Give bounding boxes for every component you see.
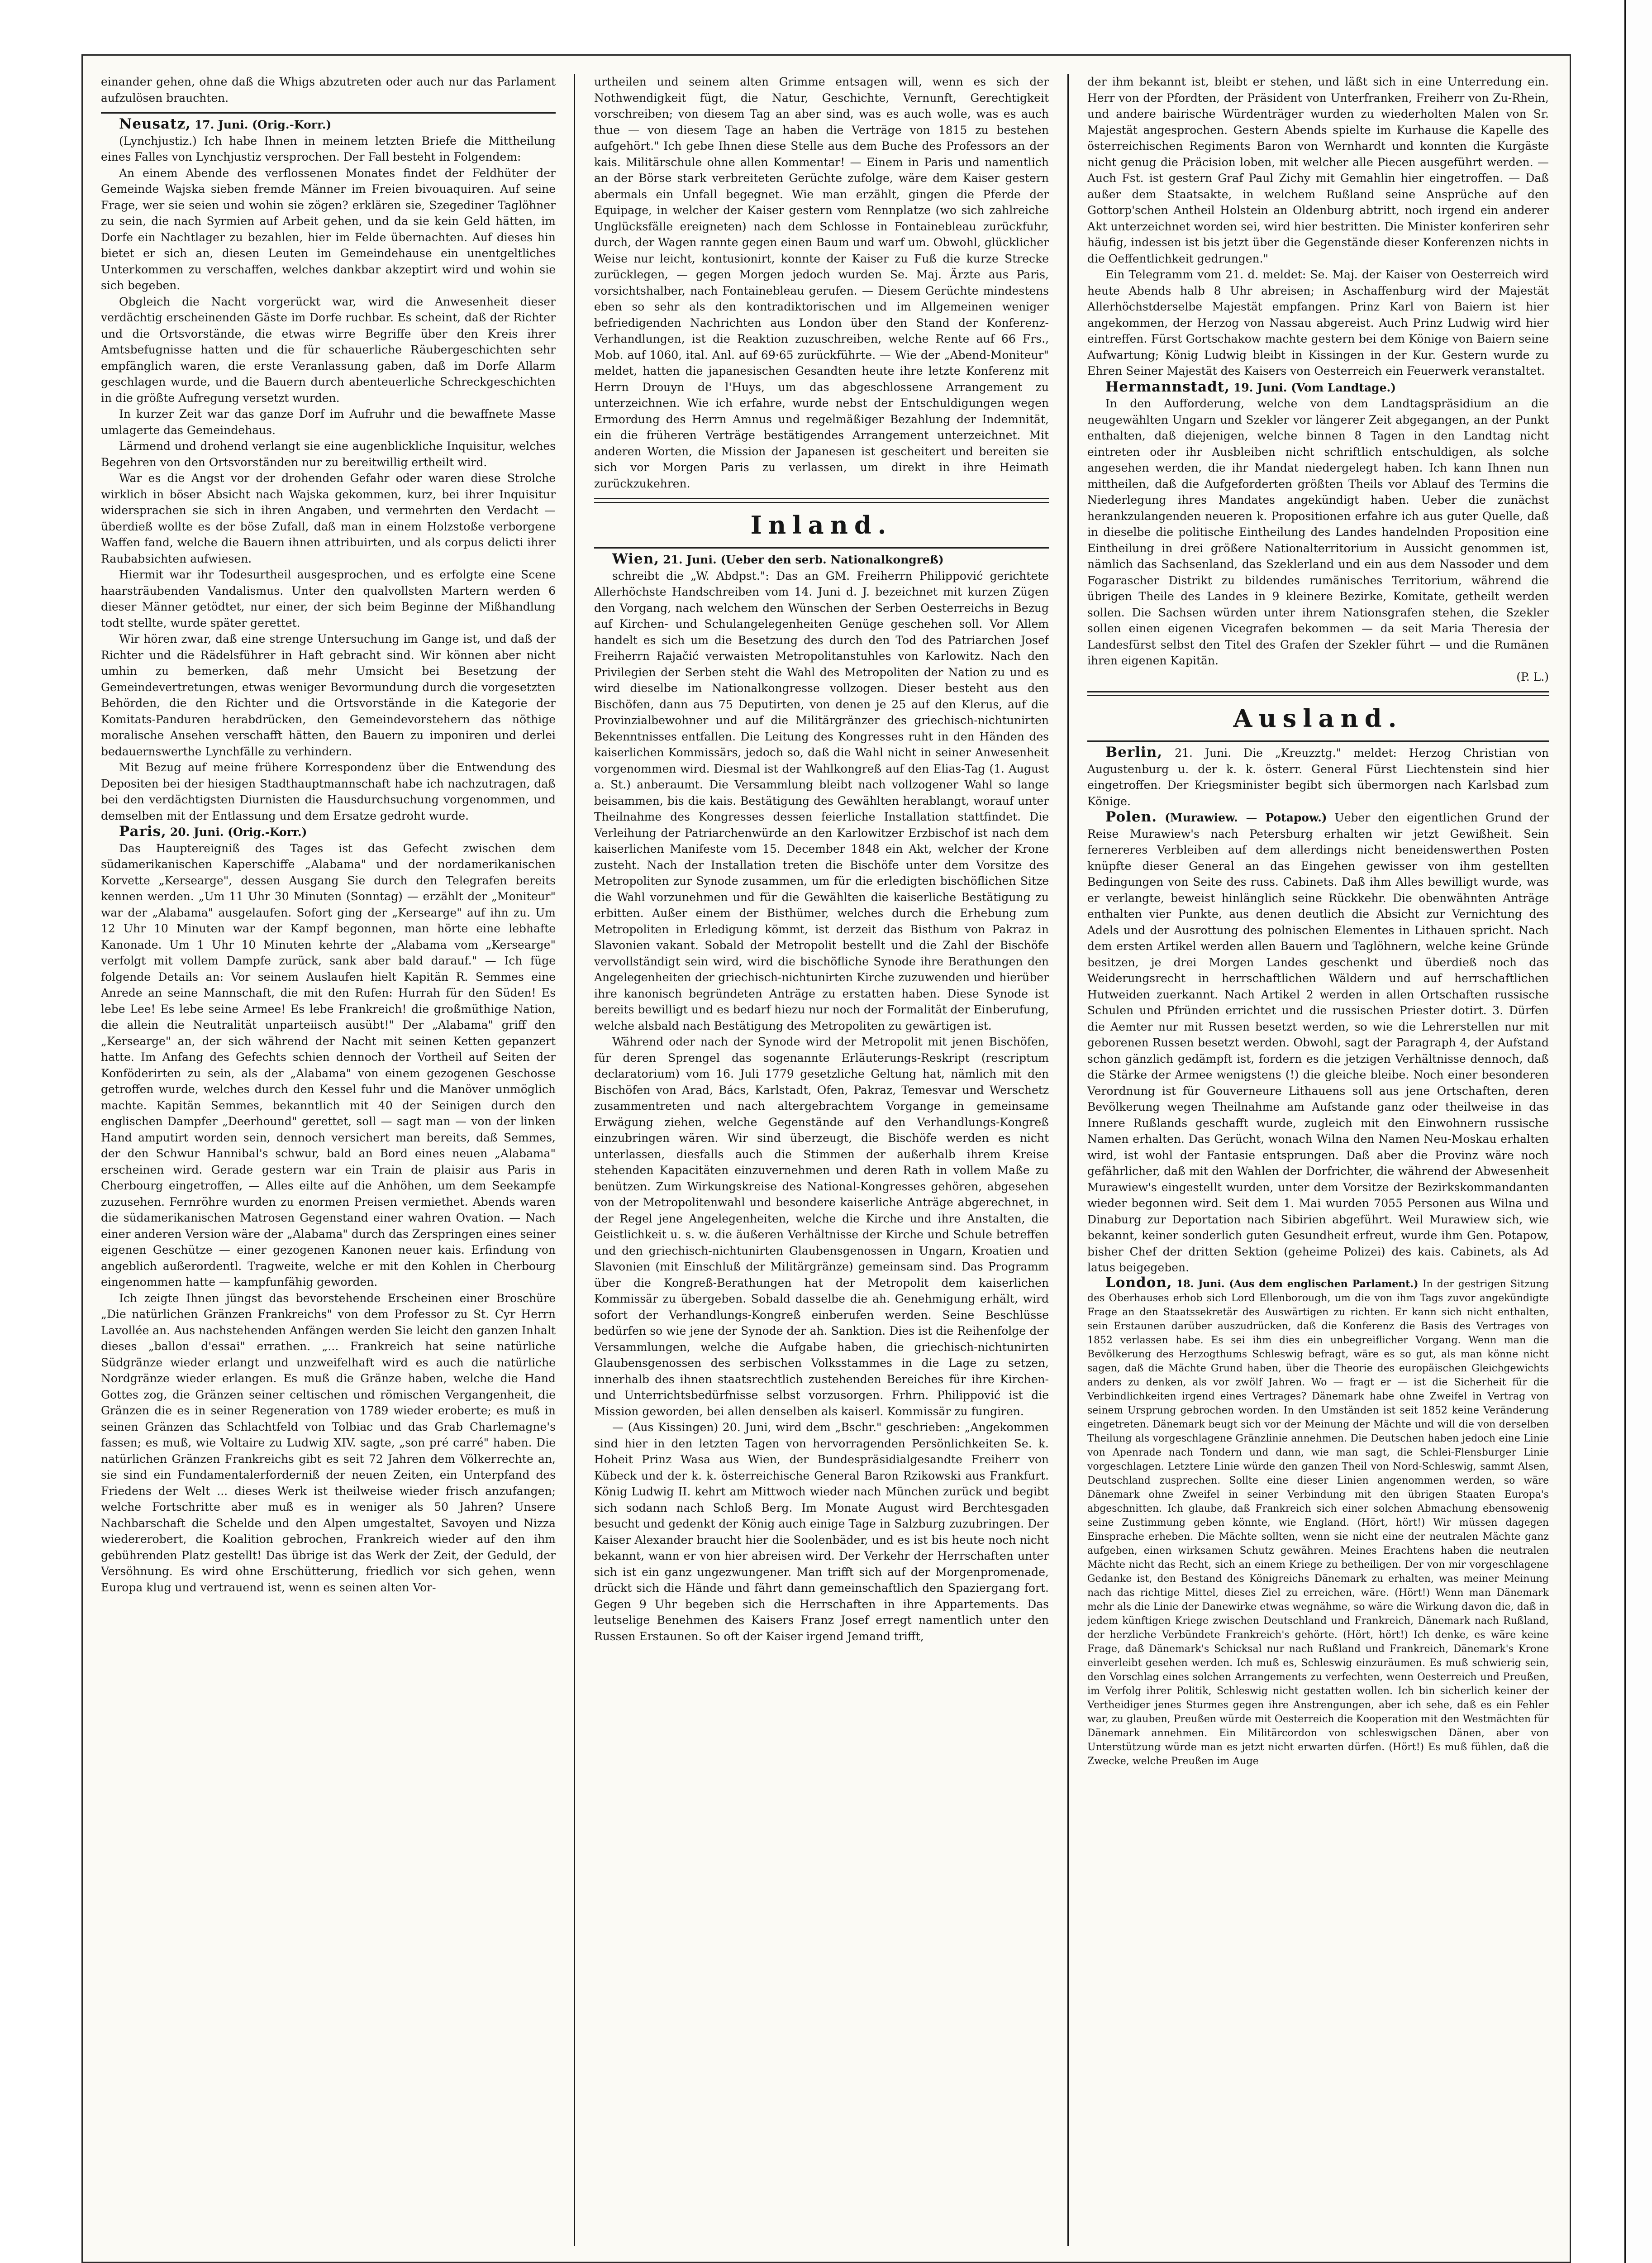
paragraph: Während oder nach der Synode wird der Metropolit mit jenen Bischöfen, für deren Sprengel das sogenannte Erläuterungs-Reskript (rescriptum declaratorium) vom 16. Juli 1779 gesetzliche Geltung hat, nämlich mit den Bischöfen von Arad, Bács, Karlstadt, Ofen, Pakraz, Temesvar und Werschetz zusammentreten und nach altergebrachtem Vorgange in gemeinsame Erwägung ziehen, welche Gegenstände auf den Verhandlungs-Kongreß einzubringen wären. Wir sind überzeugt, die Bischöfe werden es nicht unterlassen, diesfalls auch die Stimmen der außerhalb ihrem Kreise stehenden Kapacitäten einzuvernehmen und deren Rath in vollem Maße zu benützen. Zum Wirkungskreise des National-Kongresses gehören, abgesehen von der Metropolitenwahl und besondere kaiserliche Anträge abgerechnet, in der Regel jene Angelegenheiten, welche die Kirche und ihre Anstalten, die Geistlichkeit u. s. w. die äußeren Verhältnisse der Kirche und Schule betreffen und den griechisch-nichtunirten Glaubensgenossen in Ungarn, Kroatien und Slavonien (mit Einschluß der Militärgränze) gemeinsam sind. Das Programm über die Kongreß-Berathungen hat der Metropolit dem kaiserlichen Kommissär zu übergeben. Sobald dasselbe die ah. Genehmigung erhält, wird sofort der Verhandlungs-Kongreß einberufen werden. Seine Beschlüsse bedürfen so wie jene der Synode der ah. Sanktion. Dies ist die Reihenfolge der Versammlungen, welche die Aufgabe haben, die griechisch-nichtunirten Glaubensgenossen des serbischen Volksstammes in die Lage zu setzen, innerhalb des ihnen staatsrechtlich zustehenden Bereiches für ihre Kirchen- und Unterrichtsbedürfnisse selbst vorzusorgen. Frhrn. Philippović ist die Mission geworden, bei allen denselben als kaiserl. Kommissär zu fungiren. (594, 1035, 1049, 1418)
column-3 (1087, 74, 1549, 2246)
paragraph: War es die Angst vor der drohenden Gefahr oder waren diese Strolche wirklich in böser Absicht nach Wajska gekommen, kurz, bei ihrer Inquisitur widersprachen sie sich in ihren Angaben, und vermehrten den Verdacht — überdieß wollte es der böse Zufall, daß man in einem Holzstoße verborgene Waffen fand, welche die Bauern ihnen attribuirten, und als corpus delicti ihrer Raubabsichten aufwiesen. (101, 472, 556, 565)
divider (1087, 740, 1549, 742)
column-rule (1067, 74, 1069, 2246)
page-edge (1624, 0, 1652, 2263)
paragraph: Obgleich die Nacht vorgerückt war, wird die Anwesenheit dieser verdächtig erscheinenden Gäste im Dorfe ruchbar. Es scheint, daß der Richter und die Ortsvorstände, die etwas wirre Begriffe über den Kreis ihrer Amtsbefugnisse hatten und die für schauerliche Räubergeschichten sehr empfänglich waren, die erste Veranlassung gaben, daß im Dorfe Allarm geschlagen wurde, und die Bauern durch abenteuerliche Schreckgeschichten in die größte Aufregung versetzt wurden. (101, 295, 556, 405)
paragraph: Das Hauptereigniß des Tages ist das Gefecht zwischen dem südamerikanischen Kaperschiffe „Alabama" und der nordamerikanischen Korvette „Kersearge", dessen Ausgang Sie durch den Telegrafen bereits kennen werden. „Um 11 Uhr 30 Minuten (Sonntag) — erzählt der „Moniteur" war der „Alabama" ausgelaufen. Sofort ging der „Kersearge" auf ihn zu. Um 12 Uhr 10 Minuten war der Kampf begonnen, man hörte eine lebhafte Kanonade. Um 1 Uhr 10 Minuten kehrte der „Alabama vom „Kersearge" verfolgt mit vollem Dampfe zurück, sank aber bald darauf." — Ich füge folgende Details an: Vor seinem Auslaufen hielt Kapitän R. Semmes eine Anrede an seine Mannschaft, die mit den Rufen: Hurrah für den Süden! Es lebe Lee! Es lebe seine Armee! Es lebe Frankreich! die großmüthige Nation, die allein die Neutralität unparteiisch ausübt!" Der „Alabama" griff den „Kersearge" an, der sich während der Nacht mit seinen Ketten gepanzert hatte. Im Anfang des Gefechts schien dennoch der Vortheil auf Seiten der Konföderirten zu sein, als der „Alabama" von einem gezogenen Geschosse getroffen wurde, welches durch den Kessel fuhr und die Manöver unmöglich machte. Kapitän Semmes, bekanntlich mit 40 der Seinigen durch den englischen Dampfer „Deerhound" gerettet, soll — sagt man — von der linken Hand amputirt worden sein, dennoch versichert man bereits, daß Semmes, der den Schwur Hannibal's schwur, bald an Bord eines neuen „Alabama" erscheinen wird. Gerade gestern war ein Train de plaisir aus Paris in Cherbourg eingetroffen, — Alles eilte auf die Anhöhen, um dem Seekampfe zuzusehen. Fernröhre wurden zu enormen Preisen vermiethet. Abends waren die südamerikanischen Matrosen Gegenstand einer wahren Ovation. — Nach einer anderen Version wäre der „Alabama" durch das Zerspringen eines seiner eigenen Geschütze — einer gezogenen Kanonen neuer kais. Erfindung von angeblich außerordentl. Tragweite, welche er mit den Kohlen in Cherbourg eingenommen hatte — kampfunfähig geworden. (101, 841, 556, 1289)
dateline-date: 21. Juni. (Ueber den serb. Nationalkongreß) (663, 553, 944, 566)
divider (594, 498, 1049, 503)
dateline-date: 17. Juni. (Orig.-Korr.) (194, 118, 332, 131)
divider (1087, 691, 1549, 696)
article-wien-heading (594, 551, 1049, 568)
paragraph: schreibt die „W. Abdpst.": Das an GM. Freiherrn Philippović gerichtete Allerhöchste Handschreiben vom 14. Juni d. J. bezeichnet mit kurzen Zügen den Vorgang, nach welchem den Wünschen der Serben Oesterreichs in Bezug auf Kirchen- und Schulangelegenheiten Genüge geschehen soll. Vor Allem handelt es sich um die Besetzung des durch den Tod des Patriarchen Josef Freiherrn Rajačić verwaisten Metropolitanstuhles von Karlowitz. Nach den Privilegien der Serben steht die Wahl des Metropoliten der Nation zu und es wird dieselbe im Nationalkongresse vollzogen. Dieser besteht aus den Bischöfen, dann aus 75 Deputirten, von denen je 25 auf den Klerus, auf die Provinzialbewohner und auf die Militärgränzer des griechisch-nichtunirten Bekenntnisses entfallen. Die Leitung des Kongresses ruht in den Händen des kaiserlichen Kommissärs, jedoch so, daß die Wahl nicht in seiner Anwesenheit vorgenommen wird. Diesmal ist der Wahlkongreß auf den Elias-Tag (1. August a. St.) anberaumt. Die Versammlung bleibt nach vollzogener Wahl so lange beisammen, bis die kais. Bestätigung des Gewählten herablangt, worauf unter Theilnahme des Kongresses dessen feierliche Installation stattfindet. Die Verleihung der Patriarchenwürde an den Karlowitzer Erzbischof ist nach dem kaiserlichen Manifeste vom 15. December 1848 ein Akt, welcher der Krone zusteht. Nach der Installation treten die Bischöfe unter dem Vorsitze des Metropoliten zur Synode zusammen, um für die erledigten bischöflichen Sitze die Wahl vorzunehmen und für die Gewählten die kaiserliche Bestätigung zu erbitten. Außer einem der Bisthümer, welches durch die Erhebung zum Metropoliten in Erledigung kömmt, ist derzeit das Bisthum von Pakraz in Slavonien vakant. Sobald der Metropolit bestellt und die Zahl der Bischöfe vervollständigt sein wird, wird die bischöfliche Synode ihre Berathungen den Angelegenheiten der griechisch-nichtunirten Kirche zuzuwenden und hierüber ihre kanonisch begründeten Anträge zu erstatten haben. Diese Synode ist bereits bewilligt und es bedarf hiezu nur noch der Formalität der Einberufung, welche alsbald nach Bestätigung des Metropoliten zu gewärtigen ist. (594, 569, 1049, 1032)
dateline-date: 19. Juni. (Vom Landtage.) (1233, 381, 1396, 394)
paragraph: der ihm bekannt ist, bleibt er stehen, und läßt sich in eine Unterredung ein. Herr von der Pfordten, der Präsident von Unterfranken, Freiherr von Zu-Rhein, und andere bairische Würdenträger wurden zu wiederholten Malen von Sr. Majestät angesprochen. Gestern Abends spielte im Kurhause die Kapelle des österreichischen Regiments Baron von Wernhardt und konnten die Kurgäste nicht genug die Präcision loben, mit welcher alle Piecen ausgeführt werden. — Auch Fst. ist gestern Graf Paul Zichy mit Gemahlin hier eingetroffen. — Daß außer dem Staatsakte, in welchem Rußland seine Ansprüche auf den Gottorp'schen Antheil Holstein an Oldenburg abtritt, noch irgend ein anderer Akt unterzeichnet worden sei, wird hier bestritten. Die Minister konferiren sehr häufig, indessen ist bis jetzt über die Gegenstände dieser Konferenzen nichts in die Oeffentlichkeit gedrungen." (1087, 75, 1549, 265)
article-neusatz-heading (101, 116, 556, 133)
paragraph: Lärmend und drohend verlangt sie eine augenblickliche Inquisitur, welches Begehren von den Ortsvorständen nur zu bereitwillig ertheilt wird. (101, 439, 556, 469)
article-polen (1087, 809, 1549, 1276)
paragraph-text: In der gestrigen Sitzung des Oberhauses erhob sich Lord Ellenborough, um die von ihm Tags zuvor angekündigte Frage an den Staatssekretär des Auswärtigen zu richten. Er kann sich nicht enthalten, sein Erstaunen darüber auszudrücken, daß die Konferenz die Basis des Vertrages von 1852 verlassen habe. Es sei ihm dies ein unbegreiflicher Vorgang. Wenn man die Bevölkerung des Herzogthums Schleswig befragt, wäre es so gut, als man könne nicht sagen, daß die Mächte Grund haben, über die Theorie des europäischen Gleichgewichts anders zu denken, als vor zwölf Jahren. Wo — fragt er — ist die Sicherheit für die Verbindlichkeiten irgend eines Vertrages? Dänemark habe ohne Zweifel in Vertrag von seinem Ursprung gebrochen worden. In den Umständen ist seit 1852 keine Veränderung eingetreten. Dänemark beugt sich vor der Meinung der Mächte und will die von derselben Theilung als vorgeschlagene Gränzlinie annehmen. Die Deutschen haben jedoch eine Linie von Apenrade nach Tondern und dann, wie man sagt, die Schlei-Flensburger Linie vorgeschlagen. Letztere Linie würde den ganzen Theil von Nord-Schleswig, sammt Alsen, Deutschland zusprechen. Sollte eine dieser Linien angenommen werden, so wäre Dänemark ohne Zweifel in seiner Verbindung mit den übrigen Staaten Europa's abgeschnitten. Ich glaube, daß Frankreich sich einer solchen Abmachung ebensowenig seine Zustimmung geben könnte, wie England. (Hört, hört!) Wir müssen dagegen Einsprache erheben. Die Mächte sollten, wenn sie nicht eine der neutralen Mächte ganz aufgeben, einen wirksamen Schutz gewähren. Meines Erachtens haben die neutralen Mächte nicht das Recht, sich an einem Kriege zu betheiligen. Der von mir vorgeschlagene Gedanke ist, den Bestand des Königreichs Dänemark zu erhalten, was meiner Meinung nach das richtige Mittel, dieses Ziel zu erreichen, wäre. (Hört!) Wenn man Dänemark mehr als die Linie der Danewirke etwas wegnähme, so wäre die Wirkung davon die, daß in jedem künftigen Kriege zwischen Deutschland und Frankreich, Dänemark nach Rußland, der herzliche Verbündete Frankreich's gehörte. (Hört, hört!) Ich denke, es wäre keine Frage, daß Dänemark's Schicksal nur nach Rußland und Frankreich, Dänemark's Krone einverleibt gesehen werden. Ich muß es, Schleswig einzuräumen. Es muß schwierig sein, den Vorschlag eines solchen Arrangements zu verfechten, wenn Oesterreich und Preußen, im Verfolg ihrer Politik, Schleswig nicht gestatten wollen. Ich bin sicherlich keiner der Vertheidiger jenes Sturmes gegen ihre Anstrengungen, aber ich sehe, daß es ein Fehler war, zu glauben, Preußen würde mit Oesterreich die Kooperation mit den Westmächten für Dänemark annehmen. Ein Militärcordon von schleswigschen Dänen, aber von Unterstützung würde man es jetzt nicht erwarten dürfen. (Hört!) Es muß fühlen, daß die Zwecke, welche Preußen im Auge (1087, 1278, 1549, 1767)
paragraph: Mit Bezug auf meine frühere Korrespondenz über die Entwendung des Depositen bei der hiesigen Stadthauptmannschaft habe ich nachzutragen, daß bei den verdächtigsten Diurnisten die Hausdurchsuchung vorgenommen, und demselben mit der Entlassung und dem Ersatze gedroht wurde. (101, 761, 556, 822)
dateline-city: Hermannstadt, (1105, 378, 1230, 395)
dateline-city: Wien, (612, 551, 660, 567)
dateline-city: Berlin, (1105, 744, 1163, 760)
dateline-date: 20. Juni. (Orig.-Korr.) (170, 826, 307, 839)
paragraph: Ich zeigte Ihnen jüngst das bevorstehende Erscheinen einer Broschüre „Die natürlichen Gränzen Frankreichs" von dem Professor zu St. Cyr Herrn Lavollée an. Aus nachstehenden Anfängen werden Sie leicht den ganzen Inhalt dieses „ballon d'essai" errathen. „... Frankreich hat seine natürliche Südgränze wieder erlangt und unzweifelhaft wird es auch die natürliche Nordgränze wieder erlangen. Es muß die Gränze haben, welche die Hand Gottes zog, die Gränzen seiner celtischen und römischen Vergangenheit, die Gränzen die es in seiner Regeneration von 1789 wieder eroberte; es muß in seinen Gränzen das Schlachtfeld von Tolbiac und das Grab Charlemagne's fassen; es muß, wie Voltaire zu Ludwig XIV. sagte, „son pré carré" haben. Die natürlichen Gränzen Frankreichs gibt es seit 72 Jahren dem Völkerrechte an, sie sind ein Fundamentalerforderniß der neuen Zeiten, ein Unterpfand des Friedens der Welt ... dieses Werk ist theilweise wieder frisch anzufangen; welche Fortschritte aber muß es in weniger als 50 Jahren? Unsere Nachbarschaft die Schelde und den Alpen umgestaltet, Savoyen und Nizza wiedererobert, die Koalition gebrochen, Frankreich wieder auf den ihm gebührenden Platz gestellt! Das übrige ist das Werk der Zeit, der Geduld, der Versöhnung. Es wird ohne Erschütterung, friedlich vor sich gehen, wenn Europa klug und vertrauend ist, wenn es seinen alten Vor- (101, 1291, 556, 1594)
source-signature: (P. L.) (1516, 670, 1549, 683)
paragraph: An einem Abende des verflossenen Monates findet der Feldhüter der Gemeinde Wajska sieben fremde Männer im Freien bivouaquiren. Auf seine Frage, wer sie seien und wohin sie zögen? erklären sie, Szegediner Taglöhner zu sein, die nach Syrmien auf Arbeit gehen, und da sie kein Geld hätten, im Dorfe ein Nachtlager zu bezahlen, hier im Felde übernachten. Auf dieses hin bietet er sich an, diesen Leuten im Gemeindehause ein unentgeltliches Unterkommen zu verschaffen, welches dankbar akzeptirt wird und wohin sie sich begeben. (101, 166, 556, 292)
section-heading-inland: Inland. (750, 511, 893, 539)
paragraph: In kurzer Zeit war das ganze Dorf im Aufruhr und die bewaffnete Masse umlagerte das Gemeindehaus. (101, 407, 556, 437)
dateline-city: Polen. (1105, 809, 1157, 825)
dateline-date: (Murawiew. — Potapow.) (1165, 811, 1327, 824)
article-hermannstadt-heading (1087, 379, 1549, 396)
paragraph: — (Aus Kissingen) 20. Juni, wird dem „Bschr." geschrieben: „Angekommen sind hier in den letzten Tagen von hervorragenden Persönlichkeiten Se. k. Hoheit Prinz Wasa aus Wien, der Bundespräsidialgesandte Freiherr von Kübeck und der k. k. österreichische General Baron Rzikowski aus Frankfurt. König Ludwig II. kehrt am Mittwoch wieder nach München zurück und begibt sich sodann nach Schloß Berg. Im Monate August wird Berchtesgaden besucht und gedenkt der König auch einige Tage in Salzburg zuzubringen. Der Kaiser Alexander braucht hier die Soolenbäder, und es ist bis heute noch nicht bekannt, wann er von hier abreisen wird. Der Verkehr der Herrschaften unter sich ist ein ganz ungezwungener. Man trifft sich auf der Morgenpromenade, drückt sich die Hände und fährt dann gemeinschaftlich den Spaziergang fort. Gegen 9 Uhr begeben sich die Herrschaften in ihre Appartements. Das leutselige Benehmen des Kaisers Franz Josef erregt namentlich unter den Russen Erstaunen. So oft der Kaiser irgend Jemand trifft, (594, 1421, 1049, 1643)
column-1 (101, 74, 556, 2246)
paragraph-text: 21. Juni. Die „Kreuzztg." meldet: Herzog Christian von Augustenburg u. der k. k. österr. General Fürst Liechtenstein sind hier eingetroffen. Der Kriegsminister begibt sich übermorgen nach Karlsbad zum Könige. (1087, 746, 1549, 808)
paragraph: Wir hören zwar, daß eine strenge Untersuchung im Gange ist, und daß der Richter und die Rädelsführer in Haft gebracht sind. Wir können aber nicht umhin zu bemerken, daß mehr Umsicht bei Besetzung der Gemeindevertretungen, etwas weniger Bevormundung durch die vorgesetzten Behörden, die den Richter und die Ortsvorstände in die Kategorie der Komitats-Panduren herabdrücken, den Gemeindevorstehern das nöthige moralische Ansehen verschafft hätten, den Bauern zu imponiren und derlei bedauernswerthe Lynchfälle zu verhindern. (101, 632, 556, 758)
paragraph: (Lynchjustiz.) Ich habe Ihnen in meinem letzten Briefe die Mittheilung eines Falles von Lynchjustiz versprochen. Der Fall besteht in Folgendem: (101, 134, 556, 163)
newspaper-page (81, 54, 1571, 2263)
dateline-city: Paris, (119, 823, 167, 840)
column-2 (594, 74, 1049, 2246)
paragraph: Hiermit war ihr Todesurtheil ausgesprochen, und es erfolgte eine Scene haarsträubenden Vandalismus. Unter den qualvollsten Martern werden 6 dieser Männer getödtet, nur einer, der sich beim Beginne der Mißhandlung todt stellte, wurde später gerettet. (101, 568, 556, 630)
divider (594, 547, 1049, 549)
dateline-date: 18. Juni. (Aus dem englischen Parlament.) (1176, 1278, 1419, 1290)
paragraph: In den Aufforderung, welche von dem Landtagspräsidium an die neugewählten Ungarn und Szekler vor längerer Zeit abgegangen, an der Punkt enthalten, daß diejenigen, welche binnen 8 Tagen in den Landtag nicht eintreten oder ihr Ausbleiben nicht schriftlich entschuldigen, als solche angesehen werden, die ihr Mandat niedergelegt haben. Ich kann Ihnen nun mittheilen, daß die Aufgeforderten größten Theils vor Ablauf des Termins die Niederlegung ihres Mandates angekündigt haben. Ueber die zunächst herankzulangenden neueren k. Propositionen erfahre ich aus guter Quelle, daß in dieselbe die politische Eintheilung des Landes handelnden Proposition eine Eintheilung in drei größere Nationalterritorium in Aussicht genommen ist, nämlich das Sachsenland, das Szeklerland und ein aus dem Nassoder und dem Fogarascher Distrikt zu bildendes rumänisches Territorium, während die übrigen Theile des Landes in 9 kleinere Bezirke, Komitate, getheilt werden sollen. Die Sachsen würden unter ihrem Nationsgrafen stehen, die Szekler sollen einen eigenen Vicegrafen bekommen — da seit Maria Theresia der Landesfürst selbst den Titel des Grafen der Szekler führt — und die Rumänen ihren eigenen Kapitän. (1087, 397, 1549, 667)
dateline-city: Neusatz, (119, 116, 191, 132)
paragraph: einander gehen, ohne daß die Whigs abzutreten oder auch nur das Parlament aufzulösen brauchten. (101, 75, 556, 105)
article-london (1087, 1276, 1549, 1768)
dateline-city: London, (1105, 1274, 1172, 1291)
paragraph: Ein Telegramm vom 21. d. meldet: Se. Maj. der Kaiser von Oesterreich wird heute Abends halb 8 Uhr abreisen; in Aschaffenburg wird der Majestät Allerhöchstderselbe Majestät empfangen. Prinz Karl von Baiern ist hier angekommen, der Herzog von Nassau abgereist. Auch Prinz Ludwig wird hier eintreffen. Fürst Gortschakow machte gestern bei dem Könige von Baiern seine Aufwartung; König Ludwig bleibt in Kissingen in der Kur. Gestern wurde zu Ehren Seiner Majestät des Kaisers von Oesterreich ein Feuerwerk veranstaltet. (1087, 268, 1549, 377)
section-heading-ausland: Ausland. (1233, 704, 1403, 733)
divider (101, 112, 556, 114)
paragraph-text: Ueber den eigentlichen Grund der Reise Murawiew's nach Petersburg erhalten wir jetzt Gewißheit. Sein fernereres Verbleiben auf dem allerdings nicht beneidenswerthen Posten knüpfte dieser General an das Eingehen gewisser von ihm gestellten Bedingungen von Seite des russ. Cabinets. Daß ihm Alles bewilligt wurde, was er verlangte, beweist hinlänglich seine Rückkehr. Die obenwähnten Anträge enthalten vier Punkte, aus denen deutlich die Absicht zur Vernichtung des Adels und der Ausrottung des polnischen Elementes in Lithauen spricht. Nach dem ersten Artikel werden allen Bauern und Taglöhnern, welche keine Gründe besitzen, je drei Morgen Landes geschenkt und überdieß noch das Weiderungsrecht in herrschaftlichen Wäldern und auf herrschaftlichen Hutweiden zuerkannt. Nach Artikel 2 werden in allen Ortschaften russische Schulen und Pfründen errichtet und die russischen Priester dotirt. 3. Dürfen die Aemter nur mit Russen besetzt werden, so wie die Lehrerstellen nur mit geborenen Russen besetzt werden. Obwohl, sagt der Paragraph 4, der Aufstand schon gänzlich gedämpft ist, fordern es die jetzigen Verhältnisse dennoch, daß die Stärke der Armee wenigstens (!) die gleiche bleibe. Noch einer besonderen Verordnung ist für Gouverneure Lithauens soll aus jene Ortschaften, deren Bevölkerung wegen Theilnahme am Aufstande ganz oder theilweise in das Innere Rußlands geschafft wurde, zugleich mit den Einwohnern russische Namen erhalten. Das Gerücht, wonach Wilna den Namen Neu-Moskau erhalten wird, ist wohl der Fantasie entsprungen. Daß aber die Provinz wäre noch gefährlicher, daß mit den Wahlen der Dorfrichter, die während der Abwesenheit Murawiew's eingestellt wurden, unter dem Vorsitze der Bezirkskommandanten wieder begonnen wird. Seit dem 1. Mai wurden 7055 Personen aus Wilna und Dinaburg zur Deportation nach Sibirien abgeführt. Weil Murawiew sich, wie bekannt, keiner sonderlich guten Gesundheit erfreut, wurde ihm Gen. Potapow, bisher Chef der dritten Sektion (geheime Polizei) des kais. Cabinets, als Ad latus beigegeben. (1087, 811, 1549, 1274)
column-rule (574, 74, 575, 2246)
article-paris-heading (101, 824, 556, 840)
article-berlin (1087, 745, 1549, 809)
paragraph: urtheilen und seinem alten Grimme entsagen will, wenn es sich der Nothwendigkeit fügt, die Natur, Geschichte, Vernunft, Gerechtigkeit vorschreiben; von diesem Tag an aber sind, was es auch wolle, was es auch thue — von diesem Tage an haben die Verträge von 1815 zu bestehen aufgehört." Ich gebe Ihnen diese Stelle aus dem Buche des Professors an der kais. Militärschule ohne allen Kommentar! — Einem in Paris und namentlich an der Börse stark verbreiteten Gerüchte zufolge, wäre dem Kaiser gestern abermals ein Unfall begegnet. Wie man erzählt, gingen die Pferde der Equipage, in welcher der Kaiser gestern vom Rennplatze (wo sich zahlreiche Unglücksfälle ereigneten) nach dem Schlosse in Fontainebleau zurückfuhr, durch, der Wagen rannte gegen einen Baum und warf um. Obwohl, glücklicher Weise nur leicht, kontusionirt, konnte der Kaiser zu Fuß die kurze Strecke zurücklegen, — gegen Morgen jedoch wurden Se. Maj. Ärzte aus Paris, vorsichtshalber, nach Fontainebleau gerufen. — Diesem Gerüchte mindestens eben so sehr als den kontradiktorischen und im Allgemeinen weniger befriedigenden Nachrichten aus London über den Stand der Konferenz-Verhandlungen, ist die Reaktion zuzuschreiben, welche Rente auf 66 Frs., Mob. auf 1060, ital. Anl. auf 69·65 zurückführte. — Wie der „Abend-Moniteur" meldet, hatten die japanesischen Gesandten heute ihre letzte Konferenz mit Herrn Drouyn de l'Huys, um das abgeschlossene Arrangement zu unterzeichnen. Wie ich erfahre, wurde nebst der Entschuldigungen wegen Ermordung des Herrn Amnus und regelmäßiger Bezahlung der Indemnität, ein die früheren Verträge bestätigendes Arrangement unterzeichnet. Mit anderen Worten, die Mission der Japanesen ist gescheitert und bereiten sie sich vor Morgen Paris zu verlassen, um direkt in ihre Heimath zurückzukehren. (594, 75, 1049, 490)
